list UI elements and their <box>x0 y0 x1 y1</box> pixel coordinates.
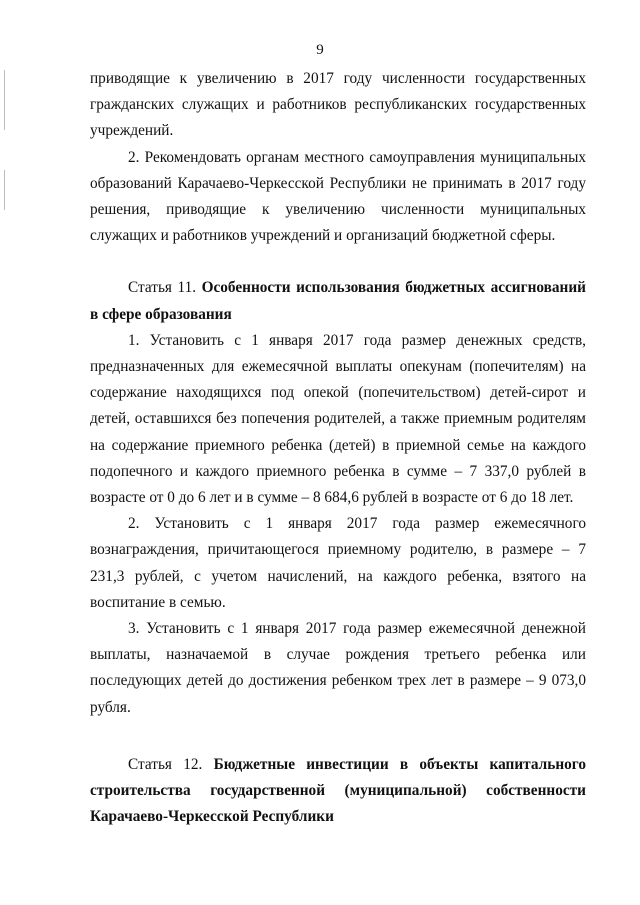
article-12-prefix: Статья 12. <box>128 755 203 773</box>
document-body <box>90 66 586 830</box>
article-11-title: Особенности использования бюджетных ассигнований в сфере образования <box>90 279 586 323</box>
paragraph-recommendation: 2. Рекомендовать органам местного самоуправления муниципальных образований Карачаево-Черкесской Республики не принимать в 2017 году решения, приводящие к увеличению численности муниципальных служащих и работников учреждений и организаций бюджетной сферы. <box>90 148 586 245</box>
article-11-heading <box>90 275 586 327</box>
page-number: 9 <box>316 42 324 58</box>
paragraph-continuation: приводящие к увеличению в 2017 году численности государственных гражданских служащих и работников республиканских государственных учреждений. <box>90 70 586 140</box>
article-11-item-2: 2. Установить с 1 января 2017 года размер ежемесячного вознаграждения, причитающегося приемному родителю, в размере – 7 231,3 рублей, с учетом начислений, на каждого ребенка, взятого на воспитание в семью. <box>90 515 586 611</box>
article-11-prefix: Статья 11. <box>128 279 197 297</box>
article-12-heading <box>90 752 586 831</box>
scan-edge-mark <box>4 170 5 210</box>
scan-edge-mark <box>4 70 5 130</box>
spacer <box>90 721 586 752</box>
article-11-item-1: 1. Установить с 1 января 2017 года размер денежных средств, предназначенных для ежемесячной выплаты опекунам (попечителям) на содержание находящихся под опекой (попечительством) детей-сирот и детей, оставшихся без попечения родителей, а также приемным родителям на содержание приемного ребенка (детей) в приемной семье на каждого подопечного и каждого приемного ребенка в сумме – 7 337,0 рублей в возрасте от 0 до 6 лет и в сумме – 8 684,6 рублей в возрасте от 6 до 18 лет. <box>90 331 586 507</box>
spacer <box>90 249 586 275</box>
article-12-title: Бюджетные инвестиции в объекты капитального строительства государственной (муниципальной) собственности Карачаево-Черкесской Республики <box>90 755 586 826</box>
article-11-item-3: 3. Установить с 1 января 2017 года размер ежемесячной денежной выплаты, назначаемой в случае рождения третьего ребенка или последующих детей до достижения ребенком трех лет в размере – 9 073,0 рубля. <box>90 620 586 716</box>
